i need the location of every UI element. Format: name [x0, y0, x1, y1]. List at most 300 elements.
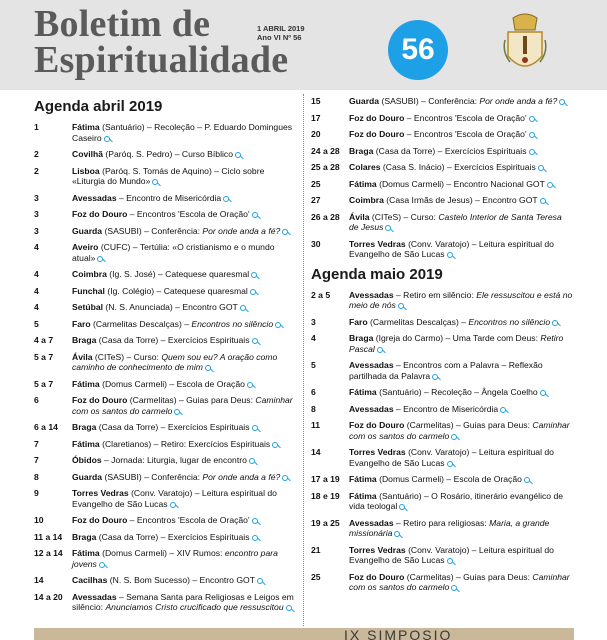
entry-venue: (Claretianos) — [99, 438, 152, 449]
entry-text: – Curso: — [124, 351, 162, 362]
agenda-entry — [311, 447, 573, 468]
agenda-entry — [34, 209, 296, 220]
agenda-entry — [311, 420, 573, 441]
agenda-entry — [34, 532, 296, 543]
search-icon[interactable] — [529, 116, 535, 122]
entry-date: 8 — [311, 403, 316, 414]
entry-text: – Exercícios Espirituais — [444, 162, 536, 172]
entry-place: Avessadas — [349, 403, 394, 414]
entry-description — [72, 319, 296, 330]
entry-text: – Ciclo sobre «Liturgia do Mundo» — [72, 165, 265, 186]
entry-date: 5 a 7 — [34, 378, 54, 389]
entry-place: Cacilhas — [72, 575, 108, 585]
entry-text: – Exercícios Espirituais — [158, 531, 250, 542]
entry-description — [349, 387, 573, 398]
entry-place: Coimbra — [72, 269, 107, 279]
entry-venue: (CITeS) — [369, 211, 402, 222]
entry-description — [72, 439, 296, 450]
entry-description — [349, 239, 573, 260]
search-icon[interactable] — [451, 434, 457, 440]
search-icon[interactable] — [174, 409, 180, 415]
search-icon[interactable] — [447, 252, 453, 258]
entry-venue: (Igreja do Carmo) — [373, 333, 444, 343]
search-icon[interactable] — [394, 531, 400, 537]
agenda-entry — [311, 212, 573, 233]
entry-date: 20 — [311, 129, 321, 139]
search-icon[interactable] — [547, 182, 553, 188]
entry-place: Braga — [349, 145, 374, 156]
entry-title: Caminhar com os santos do carmelo — [349, 571, 570, 592]
entry-title: Retiro Pascal — [349, 333, 564, 354]
entry-text: – Encontro GOT — [472, 195, 538, 205]
entry-description — [72, 488, 296, 509]
search-icon[interactable] — [247, 382, 253, 388]
entry-venue: (Conv. Varatojo) — [405, 447, 470, 457]
search-icon[interactable] — [235, 152, 241, 158]
entry-place: Foz do Douro — [349, 420, 405, 430]
search-icon[interactable] — [286, 605, 292, 611]
search-icon[interactable] — [524, 477, 530, 483]
agenda-entry — [34, 286, 296, 297]
entry-description — [349, 195, 573, 206]
entry-place: Torres Vedras — [349, 447, 406, 457]
search-icon[interactable] — [104, 136, 110, 142]
agenda-entry — [311, 113, 573, 124]
search-icon[interactable] — [252, 518, 258, 524]
entry-text: – Encontro de Misericórdia — [116, 192, 222, 203]
entry-venue: (Ig. Colégio) — [104, 285, 155, 296]
entry-description — [349, 491, 573, 512]
entry-place: Avessadas — [349, 289, 394, 300]
event-list — [34, 122, 296, 613]
agenda-entry — [311, 96, 573, 107]
search-icon[interactable] — [432, 374, 438, 380]
search-icon[interactable] — [500, 407, 506, 413]
entry-place: Foz do Douro — [349, 129, 405, 139]
search-icon[interactable] — [540, 198, 546, 204]
entry-place: Funchal — [72, 285, 105, 296]
entry-description — [349, 179, 573, 190]
entry-venue: (Santuário) — [376, 387, 422, 397]
agenda-entry — [34, 515, 296, 526]
search-icon[interactable] — [275, 322, 281, 328]
entry-date: 3 — [34, 209, 39, 219]
entry-place: Setúbal — [72, 302, 104, 312]
entry-venue: (Carmelitas) — [404, 420, 454, 430]
agenda-entry — [34, 122, 296, 143]
entry-date: 9 — [34, 488, 39, 498]
entry-description — [349, 317, 573, 328]
entry-text: – Jornada: Liturgia, lugar de encontro — [101, 455, 247, 465]
agenda-entry — [34, 592, 296, 613]
entry-title: Por onde anda a fé? — [202, 225, 281, 236]
agenda-entry — [311, 474, 573, 485]
event-list — [311, 290, 573, 593]
search-icon[interactable] — [205, 365, 211, 371]
entry-date: 4 — [311, 333, 316, 343]
agenda-entry — [311, 195, 573, 206]
search-icon[interactable] — [447, 461, 453, 467]
entry-place: Fátima — [349, 178, 377, 189]
entry-date: 4 — [34, 285, 39, 296]
entry-description — [72, 193, 296, 204]
entry-place: Ávila — [349, 211, 370, 222]
issue-info — [257, 24, 305, 42]
search-icon[interactable] — [252, 338, 258, 344]
entry-venue: (Domus Carmeli) — [99, 378, 168, 389]
search-icon[interactable] — [540, 390, 546, 396]
entry-description — [72, 226, 296, 237]
entry-venue: (Paróq. S. Pedro) — [103, 149, 173, 159]
agenda-entry — [311, 179, 573, 190]
agenda-entry — [311, 572, 573, 593]
entry-date: 21 — [311, 544, 321, 555]
entry-date: 11 — [311, 420, 321, 430]
entry-place: Guarda — [72, 225, 103, 236]
entry-date: 27 — [311, 195, 321, 205]
entry-place: Guarda — [72, 471, 103, 482]
entry-text: – Encontro Nacional GOT — [444, 178, 545, 189]
issue-date: 1 ABRIL 2019 — [257, 24, 305, 33]
entry-text: – Recoleção – P. Eduardo Domingues Caseiro — [72, 122, 293, 143]
agenda-entry — [34, 548, 296, 569]
search-icon[interactable] — [385, 225, 391, 231]
entry-place: Coimbra — [349, 195, 384, 205]
entry-place: Foz do Douro — [72, 209, 128, 219]
entry-place: Covilhã — [72, 149, 104, 159]
agenda-entry — [34, 166, 296, 187]
entry-description — [72, 149, 296, 160]
entry-place: Ávila — [72, 351, 93, 362]
column-divider — [303, 94, 304, 626]
symposium-banner — [34, 628, 574, 640]
entry-title: Anunciamos Cristo crucificado que ressuscitou — [105, 602, 284, 612]
entry-text: – Encontros 'Escola de Oração' — [127, 515, 250, 525]
entry-text: – Retiro em silêncio: — [393, 289, 477, 300]
entry-description — [72, 122, 296, 143]
entry-text: – Escola de Oração — [167, 378, 245, 389]
entry-date: 3 — [34, 192, 39, 203]
entry-venue: (CITeS) — [92, 351, 125, 362]
section-title-april: Agenda abril 2019 — [34, 98, 163, 115]
entry-venue: (Casa da Torre) — [96, 335, 159, 345]
entry-place: Avessadas — [72, 591, 117, 602]
entry-place: Foz do Douro — [349, 571, 405, 582]
entry-text: – Conferência: — [141, 471, 203, 482]
entry-description — [349, 572, 573, 593]
entry-description — [349, 113, 573, 124]
entry-venue: (Conv. Varatojo) — [128, 488, 193, 498]
entry-text: – Recoleção – Ângela Coelho — [421, 387, 538, 397]
entry-text: – Tertúlia: «O cristianismo e o mundo atual» — [72, 242, 275, 263]
entry-text: – O Rosário, itinerário evangélico de vida teologal — [349, 490, 564, 511]
agenda-entry — [311, 360, 573, 381]
entry-date: 6 a 14 — [34, 422, 58, 432]
search-icon[interactable] — [272, 442, 278, 448]
entry-text: – Catequese quaresmal — [154, 285, 248, 296]
entry-date: 6 — [311, 387, 316, 397]
search-icon[interactable] — [152, 179, 158, 185]
entry-title: Por onde anda a fé? — [202, 471, 281, 482]
entry-description — [349, 404, 573, 415]
entry-venue: (Domus Carmeli) — [376, 178, 445, 189]
entry-text: – Leitura espiritual do Evangelho de São Lucas — [349, 238, 554, 259]
entry-venue: (Carmelitas) — [127, 395, 177, 405]
entry-place: Guarda — [349, 96, 380, 106]
agenda-entry — [34, 242, 296, 263]
entry-text: – Exercícios Espirituais — [435, 145, 527, 156]
entry-venue: (CUFC) — [98, 242, 131, 252]
entry-date: 17 a 19 — [311, 474, 340, 484]
entry-description — [349, 96, 573, 107]
entry-place: Foz do Douro — [72, 515, 128, 525]
entry-place: Avessadas — [72, 192, 117, 203]
entry-venue: (Conv. Varatojo) — [405, 544, 470, 555]
entry-date: 1 — [34, 122, 39, 132]
entry-venue: (Casa Irmãs de Jesus) — [383, 195, 473, 205]
search-icon[interactable] — [97, 256, 103, 262]
entry-description — [72, 379, 296, 390]
entry-description — [72, 548, 296, 569]
entry-date: 5 — [311, 360, 316, 370]
entry-text: – Conferência: — [418, 96, 480, 106]
agenda-right-column — [311, 96, 573, 599]
agenda-entry — [34, 575, 296, 586]
entry-place: Colares — [349, 162, 381, 172]
agenda-entry — [311, 518, 573, 539]
entry-description — [349, 333, 573, 354]
search-icon[interactable] — [377, 347, 383, 353]
entry-place: Faro — [349, 316, 368, 327]
entry-text: – — [458, 316, 469, 327]
agenda-entry — [34, 149, 296, 160]
entry-venue: (N. S. Bom Sucesso) — [107, 575, 190, 585]
agenda-entry — [34, 319, 296, 330]
entry-text: – Leitura espiritual do Evangelho de São Lucas — [72, 488, 277, 509]
entry-place: Braga — [349, 333, 374, 343]
entry-text: – Encontros 'Escola de Oração' — [404, 129, 527, 139]
agenda-entry — [311, 491, 573, 512]
agenda-entry — [34, 352, 296, 373]
search-icon[interactable] — [282, 475, 288, 481]
issue-volume: Ano VI Nº 56 — [257, 33, 302, 42]
entry-title: Caminhar com os santos do carmelo — [72, 395, 293, 416]
entry-date: 4 a 7 — [34, 335, 54, 345]
entry-title: Ele ressuscitou e está no meio de nós — [349, 289, 573, 310]
agenda-entry — [311, 545, 573, 566]
entry-description — [349, 212, 573, 233]
entry-description — [72, 515, 296, 526]
entry-place: Aveiro — [72, 242, 99, 252]
search-icon[interactable] — [223, 196, 229, 202]
entry-description — [72, 209, 296, 220]
entry-date: 14 — [34, 575, 44, 585]
search-icon[interactable] — [251, 272, 257, 278]
entry-date: 11 a 14 — [34, 531, 63, 542]
entry-description — [349, 447, 573, 468]
search-icon[interactable] — [252, 425, 258, 431]
agenda-entry — [34, 269, 296, 280]
entry-date: 19 a 25 — [311, 517, 340, 528]
agenda-entry — [311, 333, 573, 354]
search-icon[interactable] — [257, 578, 263, 584]
search-icon[interactable] — [529, 132, 535, 138]
entry-venue: (Casa da Torre) — [96, 422, 159, 432]
search-icon[interactable] — [451, 585, 457, 591]
search-icon[interactable] — [538, 165, 544, 171]
issue-number-badge: 56 — [388, 20, 448, 80]
entry-date: 7 — [34, 455, 39, 465]
entry-text: – Uma Tarde com Deus: — [443, 333, 541, 343]
entry-text: – Encontros com a Palavra – Reflexão partilhada da Palavra — [349, 360, 543, 381]
entry-title: Por onde anda a fé? — [479, 96, 558, 106]
entry-text: – Encontro GOT — [172, 302, 238, 312]
search-icon[interactable] — [250, 289, 256, 295]
agenda-entry — [34, 472, 296, 483]
entry-date: 10 — [34, 515, 44, 525]
entry-text: – Guias para Deus: — [453, 571, 533, 582]
entry-venue: (Carmelitas Descalças) — [367, 316, 459, 327]
entry-text: – Curso: — [401, 211, 439, 222]
entry-venue: (Casa da Torre) — [373, 145, 436, 156]
entry-description — [72, 422, 296, 433]
entry-title: Encontros no silêncio — [191, 318, 274, 329]
agenda-april-left — [34, 96, 296, 619]
entry-date: 17 — [311, 112, 321, 123]
entry-date: 25 a 28 — [311, 162, 340, 172]
agenda-entry — [311, 129, 573, 140]
entry-date: 7 — [34, 438, 39, 449]
entry-date: 5 a 7 — [34, 351, 54, 362]
entry-description — [72, 302, 296, 313]
entry-place: Fátima — [72, 122, 100, 132]
banner-text: IX SIMPOSIO — [344, 628, 453, 640]
entry-description — [72, 335, 296, 346]
entry-title: Castelo Interior de Santa Teresa de Jesus — [349, 211, 562, 232]
event-list — [311, 96, 573, 260]
agenda-entry — [34, 193, 296, 204]
entry-text: – Curso Bíblico — [172, 149, 233, 159]
agenda-entry — [34, 395, 296, 416]
crest-icon — [502, 12, 548, 80]
entry-date: 2 — [34, 149, 39, 159]
entry-text: – Retiro para religiosas: — [393, 517, 490, 528]
entry-venue: (Carmelitas Descalças) — [90, 318, 182, 329]
entry-date: 4 — [34, 269, 39, 279]
entry-venue: (N. S. Anunciada) — [103, 302, 173, 312]
search-icon[interactable] — [252, 212, 258, 218]
entry-date: 5 — [34, 318, 39, 329]
entry-description — [349, 146, 573, 157]
entry-date: 8 — [34, 471, 39, 482]
entry-place: Torres Vedras — [349, 238, 406, 249]
entry-venue: (Ig. S. José) — [106, 269, 156, 279]
search-icon[interactable] — [559, 99, 565, 105]
entry-title: encontro para jovens — [72, 548, 278, 569]
entry-description — [349, 420, 573, 441]
search-icon[interactable] — [529, 149, 535, 155]
agenda-entry — [311, 162, 573, 173]
entry-place: Braga — [72, 531, 97, 542]
entry-description — [72, 269, 296, 280]
entry-date: 4 — [34, 302, 39, 312]
entry-place: Braga — [72, 335, 97, 345]
entry-description — [72, 592, 296, 613]
entry-text: – Guias para Deus: — [453, 420, 533, 430]
entry-description — [72, 472, 296, 483]
entry-place: Foz do Douro — [349, 112, 405, 123]
search-icon[interactable] — [249, 458, 255, 464]
entry-date: 26 a 28 — [311, 211, 340, 222]
search-icon[interactable] — [240, 305, 246, 311]
entry-place: Lisboa — [72, 165, 100, 176]
entry-place: Óbidos — [72, 455, 102, 465]
entry-text: – — [181, 318, 192, 329]
entry-place: Fátima — [72, 378, 100, 389]
entry-date: 3 — [311, 316, 316, 327]
entry-title: Caminhar com os santos do carmelo — [349, 420, 570, 441]
search-icon[interactable] — [398, 303, 404, 309]
entry-venue: (SASUBI) — [102, 471, 142, 482]
entry-place: Avessadas — [349, 360, 394, 370]
entry-date: 24 a 28 — [311, 145, 340, 156]
entry-place: Fátima — [72, 548, 100, 558]
entry-place: Foz do Douro — [72, 395, 128, 405]
entry-description — [72, 455, 296, 466]
search-icon[interactable] — [282, 229, 288, 235]
agenda-entry — [311, 290, 573, 311]
entry-place: Torres Vedras — [72, 488, 129, 498]
entry-text: – Exercícios Espirituais — [158, 335, 250, 345]
search-icon[interactable] — [399, 504, 405, 510]
agenda-entry — [311, 146, 573, 157]
entry-date: 12 a 14 — [34, 548, 63, 558]
entry-date: 2 — [34, 165, 39, 176]
entry-venue: (SASUBI) — [102, 225, 142, 236]
entry-text: – Conferência: — [141, 225, 203, 236]
entry-description — [72, 242, 296, 263]
entry-description — [349, 360, 573, 381]
entry-venue: (Santuário) — [376, 490, 422, 501]
agenda-entry — [34, 379, 296, 390]
entry-venue: (Domus Carmeli) — [376, 474, 445, 484]
search-icon[interactable] — [170, 502, 176, 508]
search-icon[interactable] — [99, 562, 105, 568]
entry-venue: (Carmelitas) — [404, 571, 454, 582]
entry-description — [72, 395, 296, 416]
agenda-entry — [311, 387, 573, 398]
entry-place: Fátima — [349, 387, 377, 397]
entry-description — [72, 166, 296, 187]
search-icon[interactable] — [552, 320, 558, 326]
entry-date: 4 — [34, 242, 39, 252]
search-icon[interactable] — [447, 558, 453, 564]
entry-date: 14 — [311, 447, 321, 457]
agenda-entry — [311, 404, 573, 415]
entry-text: – Catequese quaresmal — [155, 269, 250, 279]
search-icon[interactable] — [252, 535, 258, 541]
entry-text: – Encontro de Misericórdia — [393, 403, 499, 414]
entry-text: – Leitura espiritual do Evangelho de São Lucas — [349, 447, 554, 468]
entry-description — [72, 286, 296, 297]
entry-venue: (Conv. Varatojo) — [405, 238, 470, 249]
entry-place: Faro — [72, 318, 91, 329]
agenda-entry — [34, 422, 296, 433]
entry-date: 18 e 19 — [311, 490, 340, 501]
entry-date: 2 a 5 — [311, 289, 331, 300]
entry-description — [72, 532, 296, 543]
entry-description — [349, 518, 573, 539]
